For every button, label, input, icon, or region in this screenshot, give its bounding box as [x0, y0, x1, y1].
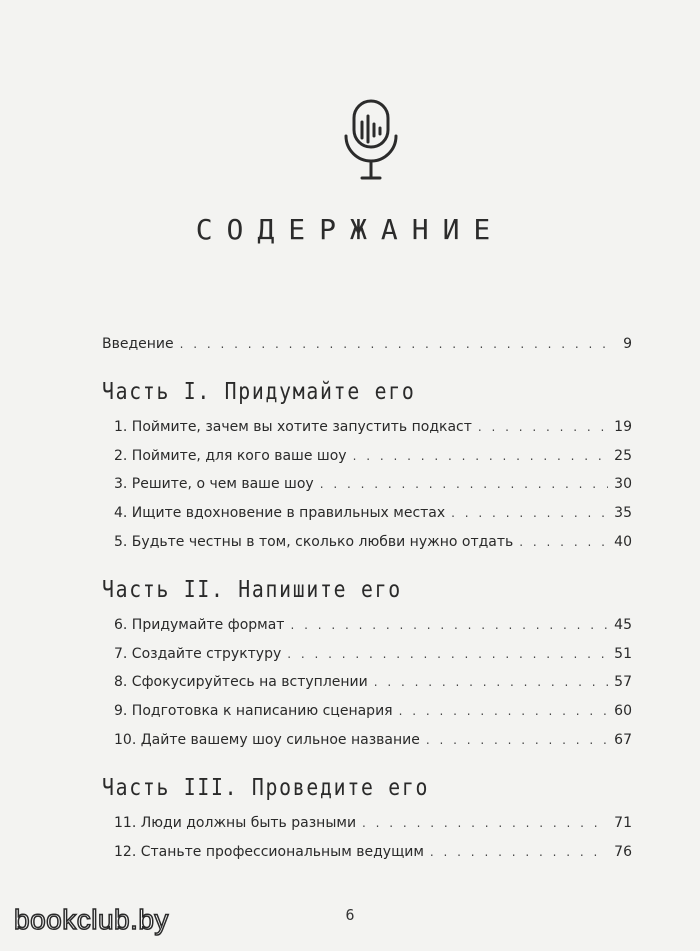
toc-entry[interactable]: [102, 446, 632, 475]
toc-entry-page: 57: [614, 674, 632, 691]
toc-entry-page: 45: [614, 616, 632, 633]
toc-entry-label: 10. Дайте вашему шоу сильное название: [114, 731, 420, 748]
dot-leader: [430, 842, 608, 862]
dot-leader: [374, 672, 608, 692]
toc-entry[interactable]: [102, 701, 632, 730]
microphone-icon: [342, 98, 400, 184]
toc-entry-label: 7. Создайте структуру: [114, 645, 282, 662]
toc-entry-page: 40: [614, 533, 632, 550]
toc-entry-label: 3. Решите, о чем ваше шоу: [114, 476, 314, 493]
dot-leader: [290, 615, 608, 635]
toc-entry-label: 11. Люди должны быть разными: [114, 814, 357, 831]
dot-leader: [180, 334, 608, 354]
page-title: СОДЕРЖАНИЕ: [195, 213, 505, 246]
toc-entry-page: 19: [614, 418, 632, 435]
part-heading-3: Часть III. Проведите его: [102, 774, 430, 801]
toc-entry[interactable]: [102, 842, 632, 871]
dot-leader: [478, 417, 608, 437]
toc-entry-page: 76: [614, 843, 632, 860]
toc-entry-label: 5. Будьте честны в том, сколько любви нужно отдать: [114, 533, 514, 550]
dot-leader: [320, 474, 608, 494]
toc-entry[interactable]: [102, 813, 632, 842]
toc-entry-label: 9. Подготовка к написанию сценария: [114, 703, 393, 720]
toc-entry[interactable]: [102, 532, 632, 561]
toc-entry[interactable]: [102, 730, 632, 759]
toc-entry-page: 25: [614, 447, 632, 464]
toc-entry-page: 67: [614, 731, 632, 748]
toc-entry[interactable]: [102, 503, 632, 532]
toc-entry-label: 2. Поймите, для кого ваше шоу: [114, 447, 347, 464]
toc-entry-label: 4. Ищите вдохновение в правильных местах: [114, 505, 446, 522]
toc-entry-label: 6. Придумайте формат: [114, 616, 285, 633]
dot-leader: [287, 644, 608, 664]
dot-leader: [426, 730, 608, 750]
toc-entry-page: 9: [623, 336, 632, 352]
watermark: bookclub.by: [14, 904, 169, 935]
toc-entry-label: Введение: [102, 336, 174, 352]
toc-entry[interactable]: [102, 417, 632, 446]
part-heading-1: Часть I. Придумайте его: [102, 378, 416, 405]
toc-entry[interactable]: [102, 615, 632, 644]
toc-entry-label: 12. Станьте профессиональным ведущим: [114, 843, 424, 860]
dot-leader: [399, 701, 608, 721]
toc-entry-page: 30: [614, 476, 632, 493]
page-number: 6: [345, 906, 355, 924]
toc-entry-label: 1. Поймите, зачем вы хотите запустить подкаст: [114, 418, 472, 435]
toc-entry-intro[interactable]: [102, 334, 632, 363]
toc-entry-page: 71: [614, 814, 632, 831]
dot-leader: [451, 503, 608, 523]
toc-entry-page: 60: [614, 703, 632, 720]
dot-leader: [353, 446, 608, 466]
dot-leader: [362, 813, 608, 833]
table-of-contents: [102, 334, 632, 870]
toc-entry[interactable]: [102, 672, 632, 701]
toc-entry[interactable]: [102, 474, 632, 503]
toc-entry[interactable]: [102, 644, 632, 673]
toc-entry-label: 8. Сфокусируйтесь на вступлении: [114, 674, 368, 691]
part-heading-2: Часть II. Напишите его: [102, 576, 402, 603]
dot-leader: [519, 532, 608, 552]
toc-entry-page: 35: [614, 505, 632, 522]
toc-entry-page: 51: [614, 645, 632, 662]
